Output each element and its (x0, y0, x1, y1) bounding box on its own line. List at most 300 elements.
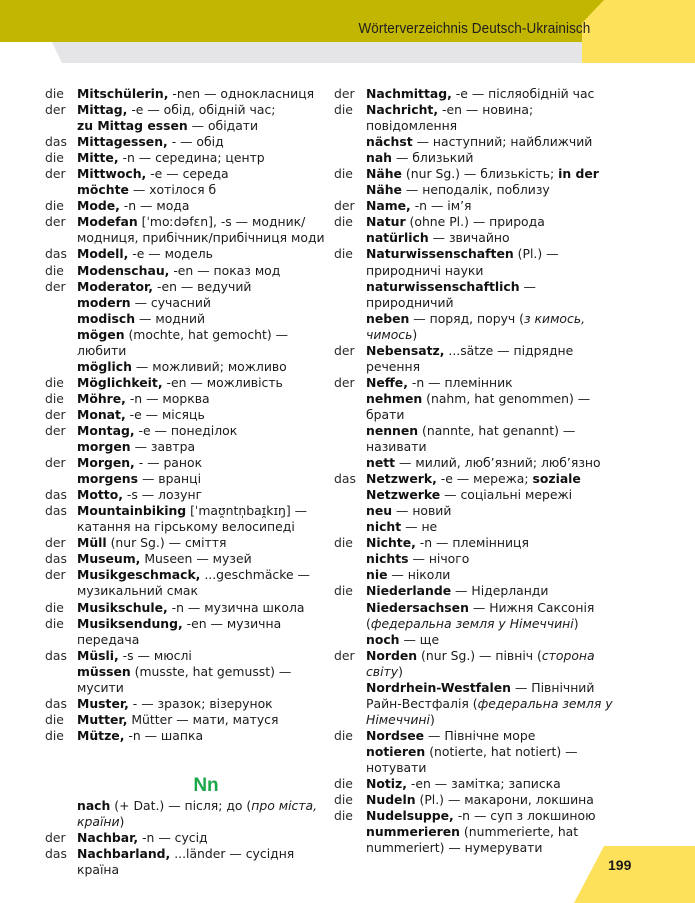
entry-text (77, 246, 335, 262)
article: der (45, 535, 66, 551)
entry-text (77, 311, 335, 327)
definition: ...länder — сусідня країна (77, 846, 295, 878)
definition: — хотілося б (128, 182, 217, 198)
glossary-entry (45, 327, 335, 359)
definition: — Північне море (424, 727, 536, 743)
article: der (45, 278, 66, 294)
headword: mögen (77, 326, 125, 342)
article (45, 118, 77, 134)
entry-text (77, 118, 335, 134)
definition: ) (412, 326, 418, 342)
headword: soziale Netzwerke (366, 471, 581, 503)
article: der (334, 86, 355, 101)
definition: -e — модель (128, 246, 213, 262)
glossary-entry (45, 567, 335, 599)
headword: Mitschülerin, (77, 86, 169, 101)
article: die (334, 535, 353, 551)
glossary-entry (45, 455, 335, 471)
entry-text (366, 471, 624, 503)
definition: — ще (399, 631, 440, 647)
headword: in der Nähe (366, 166, 599, 198)
article: die (45, 711, 64, 727)
article: der (45, 102, 66, 118)
entry-text (366, 632, 624, 648)
definition: ) (119, 813, 125, 829)
entry-text (77, 664, 335, 696)
headword: modisch (77, 310, 136, 326)
headword: Morgen, (77, 455, 135, 471)
headword: Niederlande (366, 583, 452, 599)
entry-text (77, 616, 335, 648)
article: die (334, 776, 353, 792)
article (334, 519, 366, 535)
headword: Name, (366, 198, 411, 214)
definition: — милий, люб’язний; люб’язно (395, 455, 601, 471)
definition: -nen — однокласниця (168, 86, 315, 101)
headword: Nachmittag, (366, 86, 452, 101)
glossary-entry (334, 375, 624, 391)
definition: — не (401, 519, 438, 535)
headword: Mountainbiking (77, 503, 187, 519)
definition: (mochte, hat gemocht) — любити (77, 326, 289, 358)
entry-text (366, 150, 624, 166)
glossary-column-left (45, 86, 335, 878)
definition: -n — ім’я (410, 198, 472, 214)
entry-text (77, 487, 335, 503)
entry-text (77, 830, 335, 846)
definition: — природничий (366, 278, 536, 310)
article: das (45, 487, 67, 503)
entry-text (77, 846, 335, 878)
definition: -n — племінниця (415, 535, 529, 551)
headword: Mutter, (77, 711, 128, 727)
article (45, 359, 77, 375)
entry-text (366, 808, 624, 824)
article: der (45, 214, 66, 230)
headword: Nichte, (366, 535, 416, 551)
definition: (Pl.) — природничі науки (366, 246, 559, 278)
glossary-entry (45, 359, 335, 375)
entry-text (77, 712, 335, 728)
entry-text (366, 279, 624, 311)
definition: — Північний Райн-Вестфалія ( (366, 679, 595, 711)
glossary-entry (45, 439, 335, 455)
glossary-entry (334, 776, 624, 792)
definition: (notierte, hat notiert) — нотувати (366, 743, 578, 775)
article: der (45, 422, 66, 438)
article (334, 600, 366, 632)
entry-text (366, 134, 624, 150)
glossary-entry (45, 214, 335, 246)
glossary-entry (45, 648, 335, 664)
definition: ) (398, 663, 403, 679)
definition: -e — мережа; (436, 471, 533, 487)
definition: — модний (135, 310, 206, 326)
definition: - — обід (167, 134, 224, 150)
definition: -e — місяць (125, 406, 205, 422)
entry-text (77, 728, 335, 744)
article: die (45, 374, 64, 390)
headword: Nebensatz, (366, 342, 445, 358)
entry-text (77, 86, 335, 102)
glossary-entry (45, 503, 335, 535)
headword: Netzwerk, (366, 471, 437, 487)
entry-text (366, 728, 624, 744)
article: das (45, 846, 67, 862)
definition: - — зразок; візерунок (128, 695, 273, 711)
glossary-entry (45, 263, 335, 279)
glossary-entry (45, 86, 335, 102)
definition: -n — племінник (407, 374, 513, 390)
glossary-entry (45, 391, 335, 407)
headword: Müsli, (77, 647, 119, 663)
headword: Mittagessen, (77, 134, 168, 150)
headword: Modefan (77, 214, 138, 230)
article (334, 230, 366, 246)
definition: -n — шапка (124, 727, 204, 743)
article (334, 134, 366, 150)
article (334, 680, 366, 728)
entry-text (77, 295, 335, 311)
definition: ...sätze — підрядне речення (366, 342, 574, 374)
entry-text (77, 439, 335, 455)
glossary-entry (334, 583, 624, 599)
definition: -n — морква (125, 390, 210, 406)
headword: Müll (77, 535, 107, 551)
article: das (45, 134, 67, 150)
glossary-entry (334, 423, 624, 455)
definition: — поряд, поруч ( (409, 310, 525, 326)
entry-text (77, 214, 335, 246)
article: die (45, 615, 64, 631)
headword: Möhre, (77, 390, 126, 406)
entry-text (77, 102, 335, 118)
entry-text (77, 134, 335, 150)
definition: — соціальні мережі (440, 487, 573, 503)
glossary-entry (45, 166, 335, 182)
article: die (45, 198, 64, 214)
headword: noch (366, 631, 400, 647)
article (45, 295, 77, 311)
definition: — Нижня Саксонія ( (366, 599, 595, 631)
entry-text (77, 551, 335, 567)
glossary-entry (334, 86, 624, 102)
article (334, 551, 366, 567)
headword: Notiz, (366, 776, 407, 792)
entry-text (366, 519, 624, 535)
entry-text (77, 600, 335, 616)
definition: -s — лозунг (122, 487, 203, 503)
article: der (45, 455, 66, 471)
headword: Nachbar, (77, 830, 139, 846)
glossary-entry (334, 728, 624, 744)
entry-text (77, 391, 335, 407)
headword: Nachricht, (366, 102, 439, 118)
headword: morgens (77, 471, 139, 487)
article (334, 311, 366, 343)
definition: -e — середа (146, 166, 229, 182)
definition: — сучасний (130, 294, 211, 310)
definition: [ˈmoːdəfɛn], -s — модник/ модниця, прибічник/прибічниця моди (77, 214, 325, 246)
article: der (45, 406, 66, 422)
glossary-entry (45, 279, 335, 295)
headword: natürlich (366, 230, 429, 246)
headword: Modenschau, (77, 262, 170, 278)
entry-text (77, 327, 335, 359)
entry-text (366, 824, 624, 856)
glossary-entry (334, 808, 624, 824)
usage-note: федеральна земля у Німеччині (366, 695, 613, 727)
article: das (334, 471, 356, 487)
definition: (nummerierte, hat nummeriert) — нумерувати (366, 824, 579, 856)
glossary-entry (334, 648, 624, 680)
glossary-entry (334, 551, 624, 567)
definition: — неподалік, поблизу (401, 182, 550, 198)
glossary-entry (45, 471, 335, 487)
definition: -n — сусід (138, 830, 208, 846)
headword: zu Mittag essen (77, 118, 188, 134)
entry-text (366, 230, 624, 246)
definition: -en — можливість (162, 374, 283, 390)
headword: Nordsee (366, 727, 425, 743)
article: die (334, 792, 353, 808)
entry-text (77, 696, 335, 712)
headword: Neffe, (366, 374, 408, 390)
definition: -en — ведучий (153, 278, 252, 294)
headword: Nordrhein-Westfalen (366, 679, 512, 695)
article: das (45, 695, 67, 711)
glossary-entry (334, 150, 624, 166)
entries-n (334, 86, 624, 856)
article: der (45, 567, 66, 583)
entry-text (366, 214, 624, 230)
headword: Nudeln (366, 792, 416, 808)
definition: (nur Sg.) — сміття (106, 535, 227, 551)
glossary-entry (334, 102, 624, 134)
glossary-entry (334, 567, 624, 583)
running-title: Wörterverzeichnis Deutsch-Ukrainisch (358, 21, 590, 37)
headword: Möglichkeit, (77, 374, 163, 390)
entry-text (77, 535, 335, 551)
definition: (+ Dat.) — після; до ( (110, 797, 252, 813)
glossary-entry (45, 182, 335, 198)
article: der (334, 374, 355, 390)
glossary-entry (334, 792, 624, 808)
definition: ) (573, 615, 579, 631)
entry-text (366, 680, 624, 728)
article (45, 664, 77, 696)
glossary-entry (45, 535, 335, 551)
article (334, 567, 366, 583)
definition: -en — замітка; записка (406, 776, 561, 792)
entry-text (366, 744, 624, 776)
glossary-entry (334, 455, 624, 471)
headword: nie (366, 567, 388, 583)
article (334, 824, 366, 856)
entry-text (366, 423, 624, 455)
glossary-entry (334, 471, 624, 503)
entry-text (366, 343, 624, 375)
glossary-entry (45, 295, 335, 311)
article: der (334, 198, 355, 214)
glossary-entry (334, 166, 624, 198)
headword: Modell, (77, 246, 129, 262)
headword: Mütze, (77, 727, 125, 743)
entry-text (366, 503, 624, 519)
headword: Nudelsuppe, (366, 808, 454, 824)
article: die (334, 808, 353, 824)
definition: -n — середина; центр (118, 150, 265, 166)
glossary-entry (45, 150, 335, 166)
glossary-entry (45, 664, 335, 696)
article: die (45, 150, 64, 166)
article (45, 798, 77, 830)
article (334, 150, 366, 166)
glossary-entry (334, 824, 624, 856)
glossary-entry (334, 279, 624, 311)
glossary-entry (45, 407, 335, 423)
headword: Mitte, (77, 150, 119, 166)
headword: Mittag, (77, 102, 128, 118)
glossary-entry (45, 102, 335, 118)
glossary-entry (45, 728, 335, 744)
headword: Naturwissenschaften (366, 246, 514, 262)
glossary-entry (45, 696, 335, 712)
article (334, 632, 366, 648)
article (45, 327, 77, 359)
headword: nichts (366, 551, 409, 567)
headword: müssen (77, 663, 131, 679)
usage-note: з кимось, чимось (366, 310, 586, 342)
definition: (nannte, hat genannt) — називати (366, 422, 576, 455)
article (45, 311, 77, 327)
article: die (334, 214, 353, 230)
article (334, 744, 366, 776)
entry-text (366, 792, 624, 808)
article: der (45, 166, 66, 182)
glossary-entry (334, 600, 624, 632)
definition: — нічого (408, 551, 470, 567)
glossary-entry (334, 214, 624, 230)
glossary-entry (45, 423, 335, 439)
definition: - — ранок (134, 455, 203, 471)
glossary-entry (334, 198, 624, 214)
article: die (45, 599, 64, 615)
headword: möglich (77, 358, 132, 374)
definition: — Нідерланди (451, 583, 549, 599)
article: die (334, 583, 353, 599)
glossary-entry (45, 830, 335, 846)
article: das (45, 503, 67, 519)
headword: Natur (366, 214, 406, 230)
entries-m (45, 86, 335, 744)
headword: Moderator, (77, 278, 154, 294)
entry-text (366, 198, 624, 214)
article (45, 471, 77, 487)
headword: nah (366, 150, 393, 166)
glossary-entry (45, 600, 335, 616)
section-heading-n: Nn (193, 774, 219, 796)
entry-text (77, 648, 335, 664)
article: der (334, 647, 355, 663)
glossary-column-right (334, 86, 624, 856)
usage-note: федеральна земля у Німеччині (370, 615, 574, 631)
definition: (Pl.) — макарони, локшина (415, 792, 594, 808)
headword: Monat, (77, 406, 126, 422)
headword: morgen (77, 439, 131, 455)
headword: nach (77, 797, 111, 813)
definition: Mütter — мати, матуся (127, 711, 279, 727)
article: die (45, 86, 64, 101)
entry-text (77, 182, 335, 198)
glossary-entry (45, 311, 335, 327)
definition: -s — мюслі (118, 647, 192, 663)
definition: -e — понеділок (134, 422, 238, 438)
article (334, 503, 366, 519)
headword: Mode, (77, 198, 120, 214)
glossary-entry (334, 519, 624, 535)
article: die (45, 262, 64, 278)
definition: ) (429, 711, 435, 727)
entry-text (366, 86, 624, 102)
glossary-entry (334, 632, 624, 648)
definition: (nur Sg.) — близькість; (401, 166, 559, 182)
definition: -en — новина; повідомлення (366, 102, 534, 134)
glossary-entry (45, 616, 335, 648)
headword: neben (366, 310, 410, 326)
entry-text (366, 102, 624, 134)
definition: ...geschmäcke — музикальний смак (77, 567, 310, 599)
usage-note: про міста, країни (77, 797, 318, 829)
headword: möchte (77, 182, 129, 198)
glossary-entry (334, 343, 624, 375)
definition: -en — музична передача (77, 615, 282, 647)
glossary-entry (334, 230, 624, 246)
headword: Museum, (77, 551, 141, 567)
definition: -n — мода (119, 198, 190, 214)
definition: — завтра (130, 439, 196, 455)
definition: -e — післяобідній час (451, 86, 595, 101)
headword: Nähe (366, 166, 402, 182)
entries-n-start (45, 798, 335, 878)
entry-text (77, 166, 335, 182)
entry-text (366, 375, 624, 391)
headword: nehmen (366, 390, 423, 406)
article: das (45, 647, 67, 663)
article (45, 182, 77, 198)
entry-text (366, 166, 624, 198)
headword: Musikschule, (77, 599, 168, 615)
definition: (musste, hat gemusst) — мусити (77, 663, 292, 695)
headword: Nachbarland, (77, 846, 171, 862)
entry-text (77, 567, 335, 599)
definition: — вранці (138, 471, 202, 487)
entry-text (366, 551, 624, 567)
definition: -n — суп з локшиною (453, 808, 596, 824)
glossary-entry (45, 134, 335, 150)
definition: — можливий; можливо (131, 358, 287, 374)
glossary-entry (45, 246, 335, 262)
headword: Musikgeschmack, (77, 567, 201, 583)
headword: notieren (366, 743, 426, 759)
entry-text (366, 600, 624, 632)
entry-text (366, 648, 624, 680)
glossary-entry (334, 503, 624, 519)
definition: -n — музична школа (167, 599, 305, 615)
entry-text (366, 311, 624, 343)
entry-text (77, 423, 335, 439)
entry-text (77, 503, 335, 535)
